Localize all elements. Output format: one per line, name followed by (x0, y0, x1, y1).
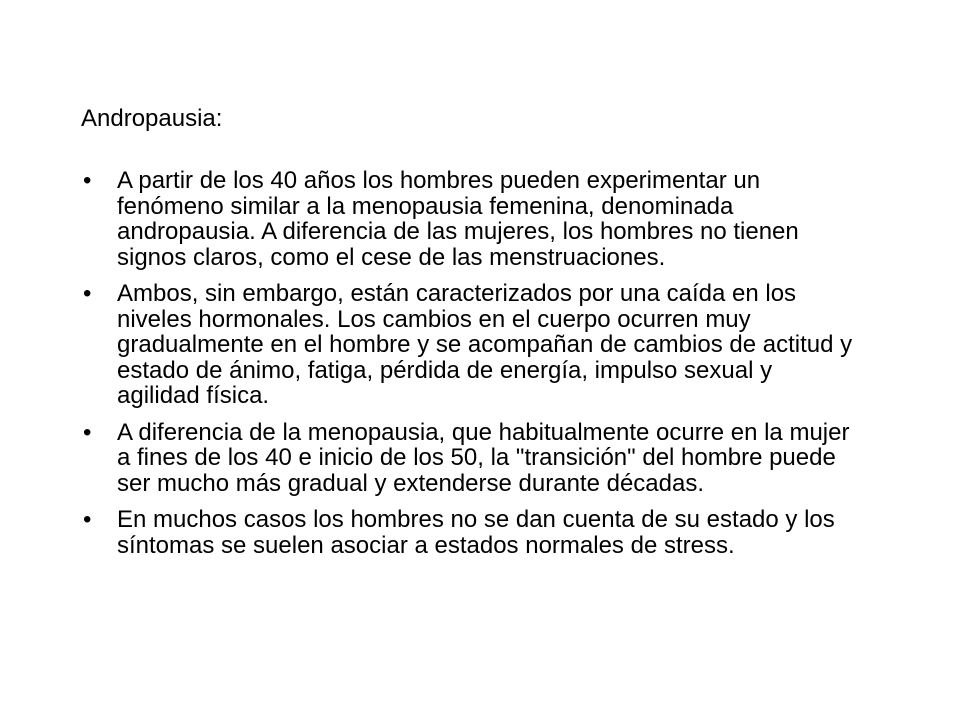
bullet-text-1: A partir de los 40 años los hombres pueden experimentar un fenómeno similar a la menopausia femenina, denominada andropausia. A diferencia de las mujeres, los hombres no tienen signos claros, como el cese de las menstruaciones. (117, 167, 799, 271)
bullet-item-2 (81, 281, 861, 409)
bullet-text-3: A diferencia de la menopausia, que habitualmente ocurre en la mujer a fines de los 40 e inicio de los 50, la "transición" del hombre puede ser mucho más gradual y extenderse durante décadas. (117, 418, 850, 497)
slide-title: Andropausia: (81, 105, 223, 132)
bullet-dot-icon: • (83, 167, 92, 194)
bullet-dot-icon: • (83, 280, 92, 307)
bullet-list (81, 168, 861, 569)
bullet-item-4 (81, 507, 861, 558)
bullet-dot-icon: • (83, 506, 92, 533)
bullet-text-2: Ambos, sin embargo, están caracterizados por una caída en los niveles hormonales. Los cambios en el cuerpo ocurren muy gradualmente en el hombre y se acompañan de cambios de actitud y estado de ánimo, fatiga, pérdida de energía, impulso sexual y agilidad física. (117, 280, 853, 409)
bullet-dot-icon: • (83, 418, 92, 446)
bullet-item-1 (81, 168, 861, 270)
bullet-item-3 (81, 420, 861, 497)
bullet-text-4: En muchos casos los hombres no se dan cuenta de su estado y los síntomas se suelen asociar a estados normales de stress. (117, 506, 835, 559)
